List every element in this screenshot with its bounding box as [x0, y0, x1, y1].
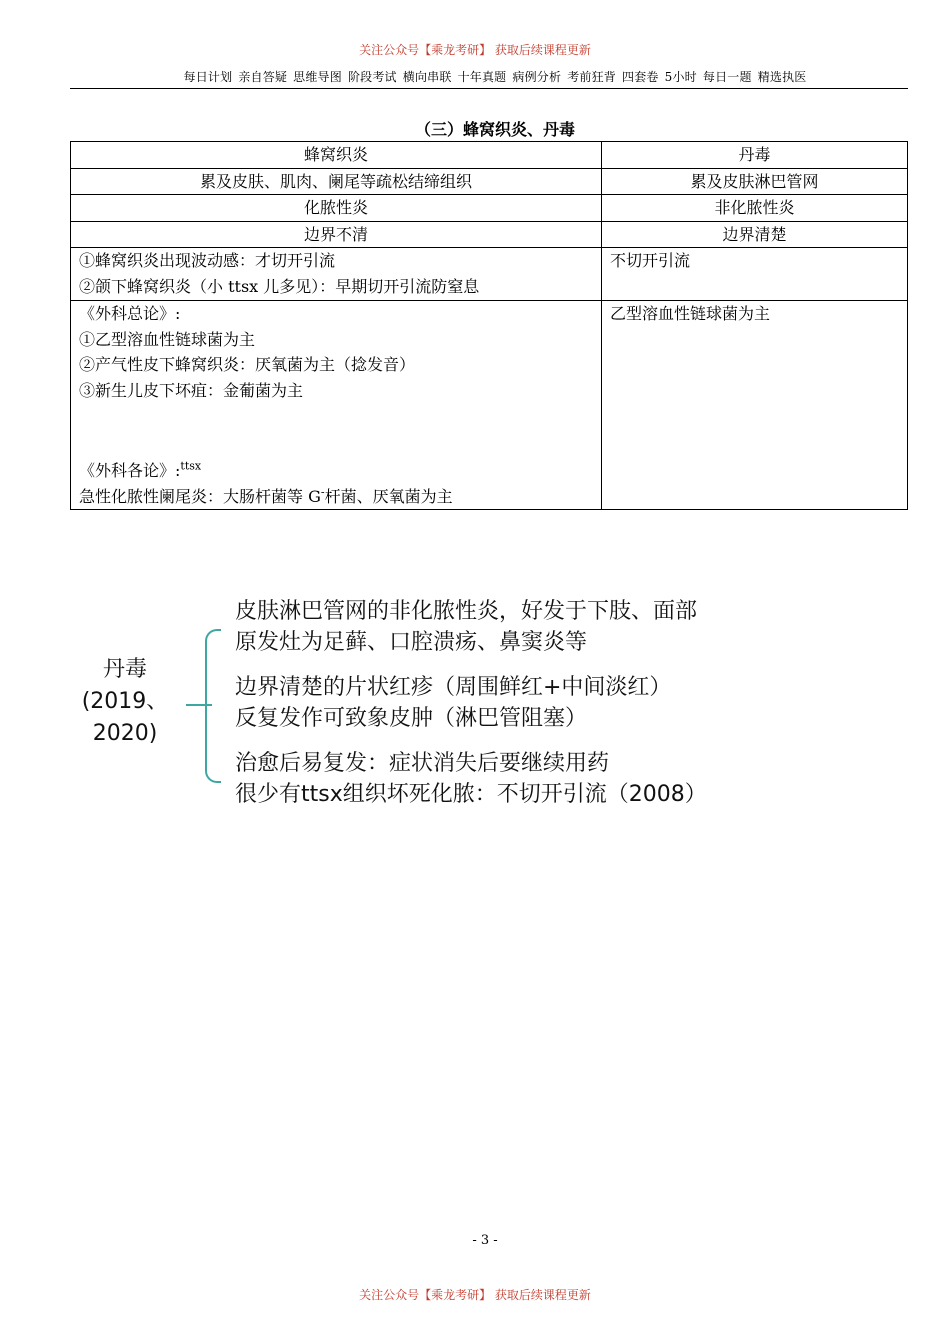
- cell-erysipelas-border: 边界清楚: [602, 221, 908, 248]
- branch-3-line-1: 治愈后易复发：症状消失后要继续用药: [235, 751, 610, 776]
- table-row: [71, 195, 908, 222]
- mindmap-root-years-1: (2019、: [81, 689, 169, 714]
- pathogen-line-appendicitis: 急性化脓性阑尾炎：大肠杆菌等 G-杆菌、厌氧菌为主: [79, 485, 453, 506]
- mindmap-root-years-2: 2020): [92, 721, 158, 746]
- gram-negative-sup: -: [320, 485, 325, 499]
- drainage-line-1: ①蜂窝织炎出现波动感：才切开引流: [79, 251, 336, 270]
- table-header-row: [71, 142, 908, 169]
- watermark-sup: ttsx: [180, 459, 202, 473]
- table-row: [71, 301, 908, 510]
- branch-3-line-2: 很少有ttsx组织坏死化脓：不切开引流（2008）: [235, 782, 707, 807]
- header-divider: [70, 88, 908, 89]
- drainage-line-2: ②颌下蜂窝织炎（小 ttsx 儿多见）：早期切开引流防窒息: [79, 276, 480, 296]
- cell-cellulitis-involvement: 累及皮肤、肌肉、阑尾等疏松结缔组织: [71, 168, 602, 195]
- spacer: [79, 403, 593, 458]
- table-row: [71, 168, 908, 195]
- comparison-table: [70, 141, 908, 510]
- branch-2-line-2: 反复发作可致象皮肿（淋巴管阻塞）: [235, 706, 588, 731]
- branch-1-line-1: 皮肤淋巴管网的非化脓性炎，好发于下肢、面部: [235, 599, 698, 624]
- cell-cellulitis-pathogen: [71, 301, 602, 510]
- header-cellulitis: 蜂窝织炎: [71, 142, 602, 169]
- pathogen-line-1: ①乙型溶血性链球菌为主: [79, 329, 256, 349]
- mindmap-root: [80, 654, 170, 750]
- branch-2-line-1: 边界清楚的片状红疹（周围鲜红+中间淡红）: [235, 675, 672, 700]
- section-title: （三）蜂窝织炎、丹毒: [414, 120, 575, 139]
- page-number: - 3 -: [472, 1233, 498, 1248]
- cell-erysipelas-nature: 非化脓性炎: [602, 195, 908, 222]
- mindmap-branch-definition: [235, 596, 697, 658]
- mindmap-bracket: [205, 629, 221, 783]
- cell-erysipelas-pathogen: 乙型溶血性链球菌为主: [602, 301, 908, 510]
- cell-erysipelas-involvement: 累及皮肤淋巴管网: [602, 168, 908, 195]
- cell-cellulitis-drainage: [71, 248, 602, 301]
- pathogen-line-2: ②产气性皮下蜂窝织炎：厌氧菌为主（捻发音）: [79, 355, 416, 374]
- pathogen-book-specific: 《外科各论》:$^{ttsx}$: [79, 459, 202, 480]
- footer-promo: 关注公众号【乘龙考研】 获取后续课程更新: [359, 1288, 591, 1302]
- cell-cellulitis-border: 边界不清: [71, 221, 602, 248]
- mindmap-root-title: 丹毒: [102, 657, 147, 682]
- mindmap-branch-presentation: [235, 672, 671, 734]
- table-row: [71, 248, 908, 301]
- pathogen-line-3: ③新生儿皮下坏疽：金葡菌为主: [79, 380, 304, 400]
- erysipelas-mindmap: [0, 580, 950, 840]
- branch-1-line-2: 原发灶为足藓、口腔溃疡、鼻窦炎等: [235, 630, 588, 655]
- header-erysipelas: 丹毒: [602, 142, 908, 169]
- cell-erysipelas-drainage: 不切开引流: [602, 248, 908, 301]
- table-row: [71, 221, 908, 248]
- pathogen-book-general: 《外科总论》:: [79, 304, 181, 323]
- mindmap-branch-treatment: [235, 748, 707, 810]
- header-menu: 每日计划 亲自答疑 思维导图 阶段考试 横向串联 十年真题 病例分析 考前狂背 四套卷 5小时 每日一题 精选执医: [183, 70, 807, 84]
- cell-cellulitis-nature: 化脓性炎: [71, 195, 602, 222]
- header-promo: 关注公众号【乘龙考研】 获取后续课程更新: [359, 43, 591, 57]
